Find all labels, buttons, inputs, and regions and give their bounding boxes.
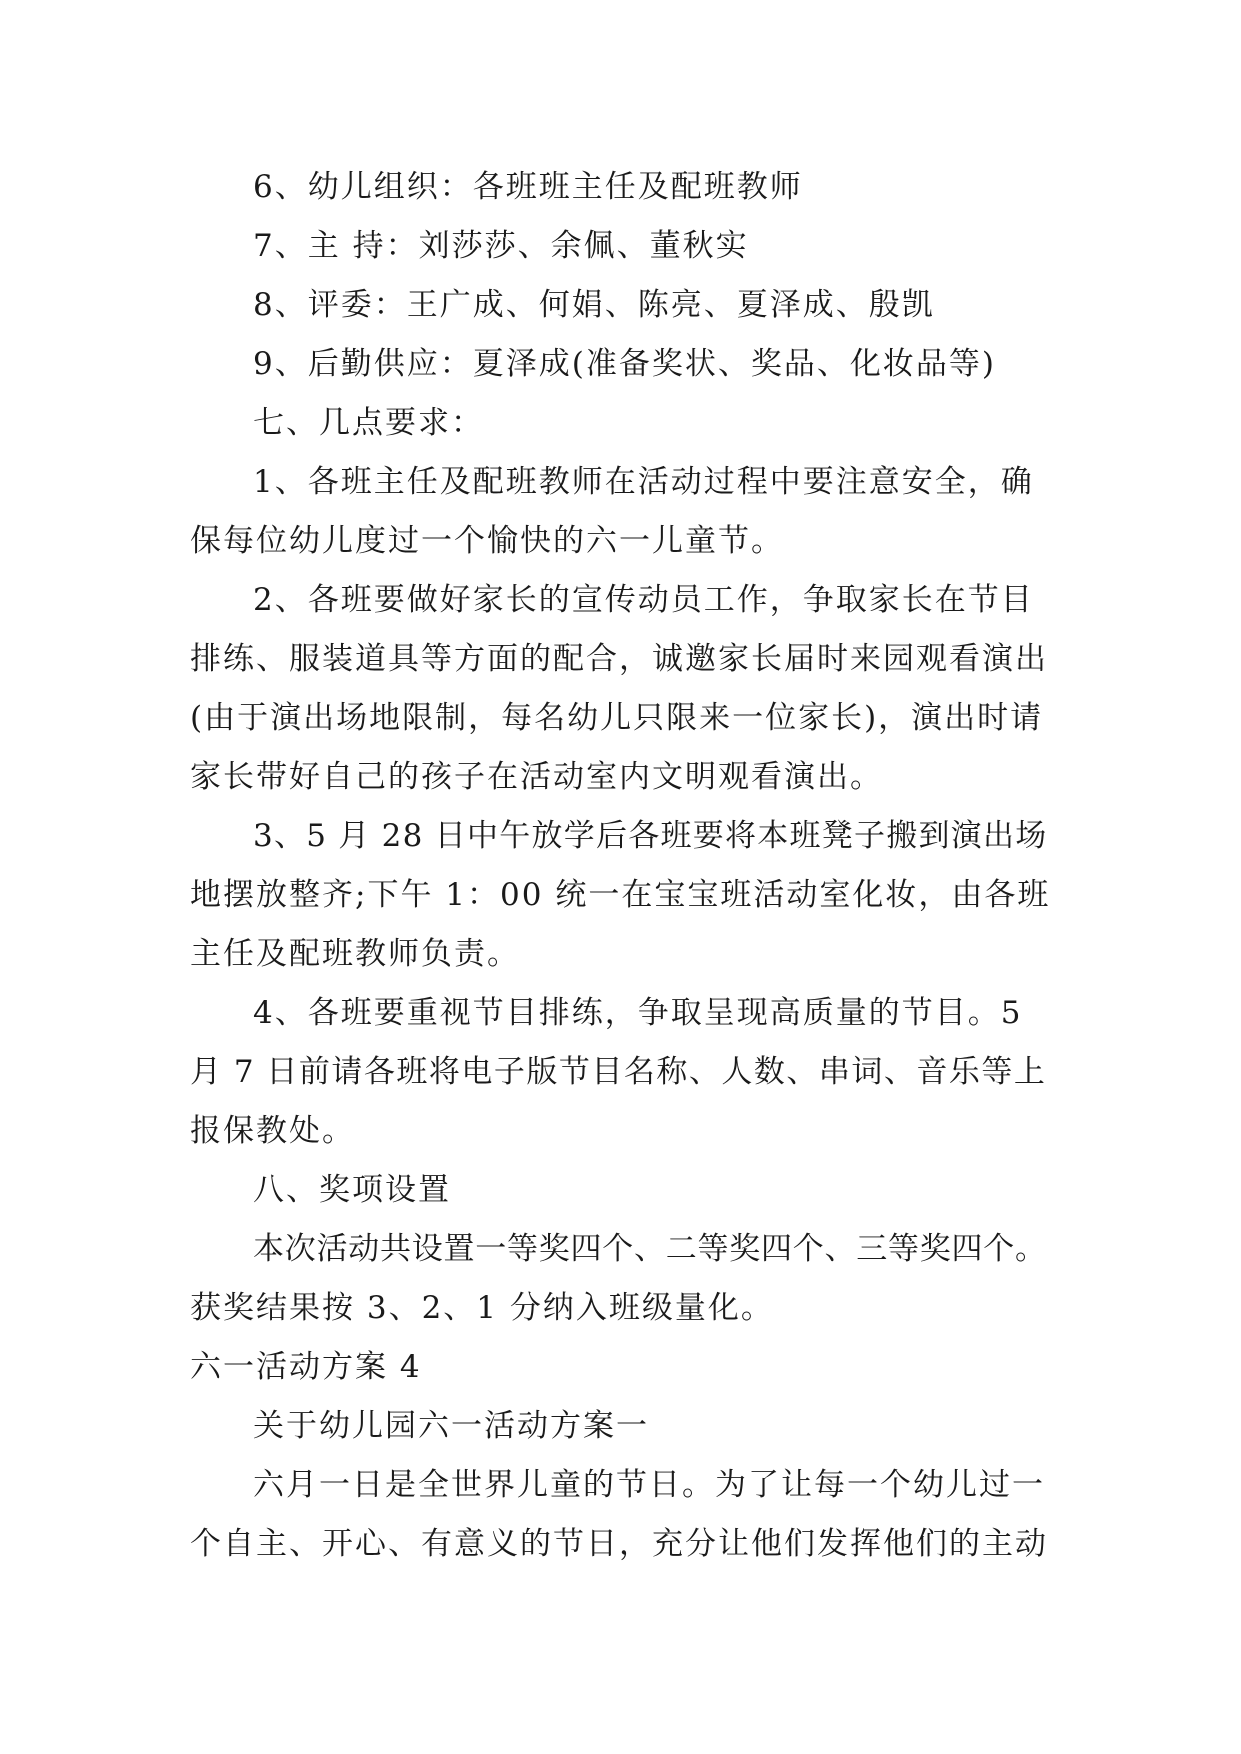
text-line: 4、各班要重视节目排练，争取呈现高质量的节目。5 xyxy=(253,995,1023,1031)
text-line: 2、各班要做好家长的宣传动员工作，争取家长在节目 xyxy=(253,582,1034,618)
text-line: (由于演出场地限制，每名幼儿只限来一位家长)，演出时请 xyxy=(190,700,1044,736)
text-line: 1、各班主任及配班教师在活动过程中要注意安全，确 xyxy=(253,464,1034,500)
text-line: 本次活动共设置一等奖四个、二等奖四个、三等奖四个。 xyxy=(253,1231,1047,1267)
text-line: 主任及配班教师负责。 xyxy=(190,936,520,972)
text-line: 7、主 持：刘莎莎、余佩、董秋实 xyxy=(253,228,749,264)
section-heading: 七、几点要求： xyxy=(253,405,484,441)
text-line: 六月一日是全世界儿童的节日。为了让每一个幼儿过一 xyxy=(253,1467,1045,1503)
document-body xyxy=(190,158,1050,1574)
section-heading: 关于幼儿园六一活动方案一 xyxy=(253,1408,649,1444)
text-line: 保每位幼儿度过一个愉快的六一儿童节。 xyxy=(190,523,784,559)
text-line: 家长带好自己的孩子在活动室内文明观看演出。 xyxy=(190,759,883,795)
text-line: 排练、服装道具等方面的配合，诚邀家长届时来园观看演出 xyxy=(190,641,1048,677)
text-line: 6、幼儿组织：各班班主任及配班教师 xyxy=(253,169,803,205)
text-line: 8、评委：王广成、何娟、陈亮、夏泽成、殷凯 xyxy=(253,287,935,323)
text-line: 报保教处。 xyxy=(190,1113,355,1149)
text-line: 月 7 日前请各班将电子版节目名称、人数、串词、音乐等上 xyxy=(190,1054,1047,1090)
text-line: 地摆放整齐;下午 1：00 统一在宝宝班活动室化妆，由各班 xyxy=(190,877,1051,913)
text-line: 获奖结果按 3、2、1 分纳入班级量化。 xyxy=(190,1290,774,1326)
document-title: 六一活动方案 4 xyxy=(190,1349,422,1385)
text-line: 3、5 月 28 日中午放学后各班要将本班凳子搬到演出场 xyxy=(253,818,1048,854)
text-line: 个自主、开心、有意义的节日，充分让他们发挥他们的主动 xyxy=(190,1526,1048,1562)
section-heading: 八、奖项设置 xyxy=(253,1172,451,1208)
text-line: 9、后勤供应：夏泽成(准备奖状、奖品、化妆品等) xyxy=(253,346,996,382)
